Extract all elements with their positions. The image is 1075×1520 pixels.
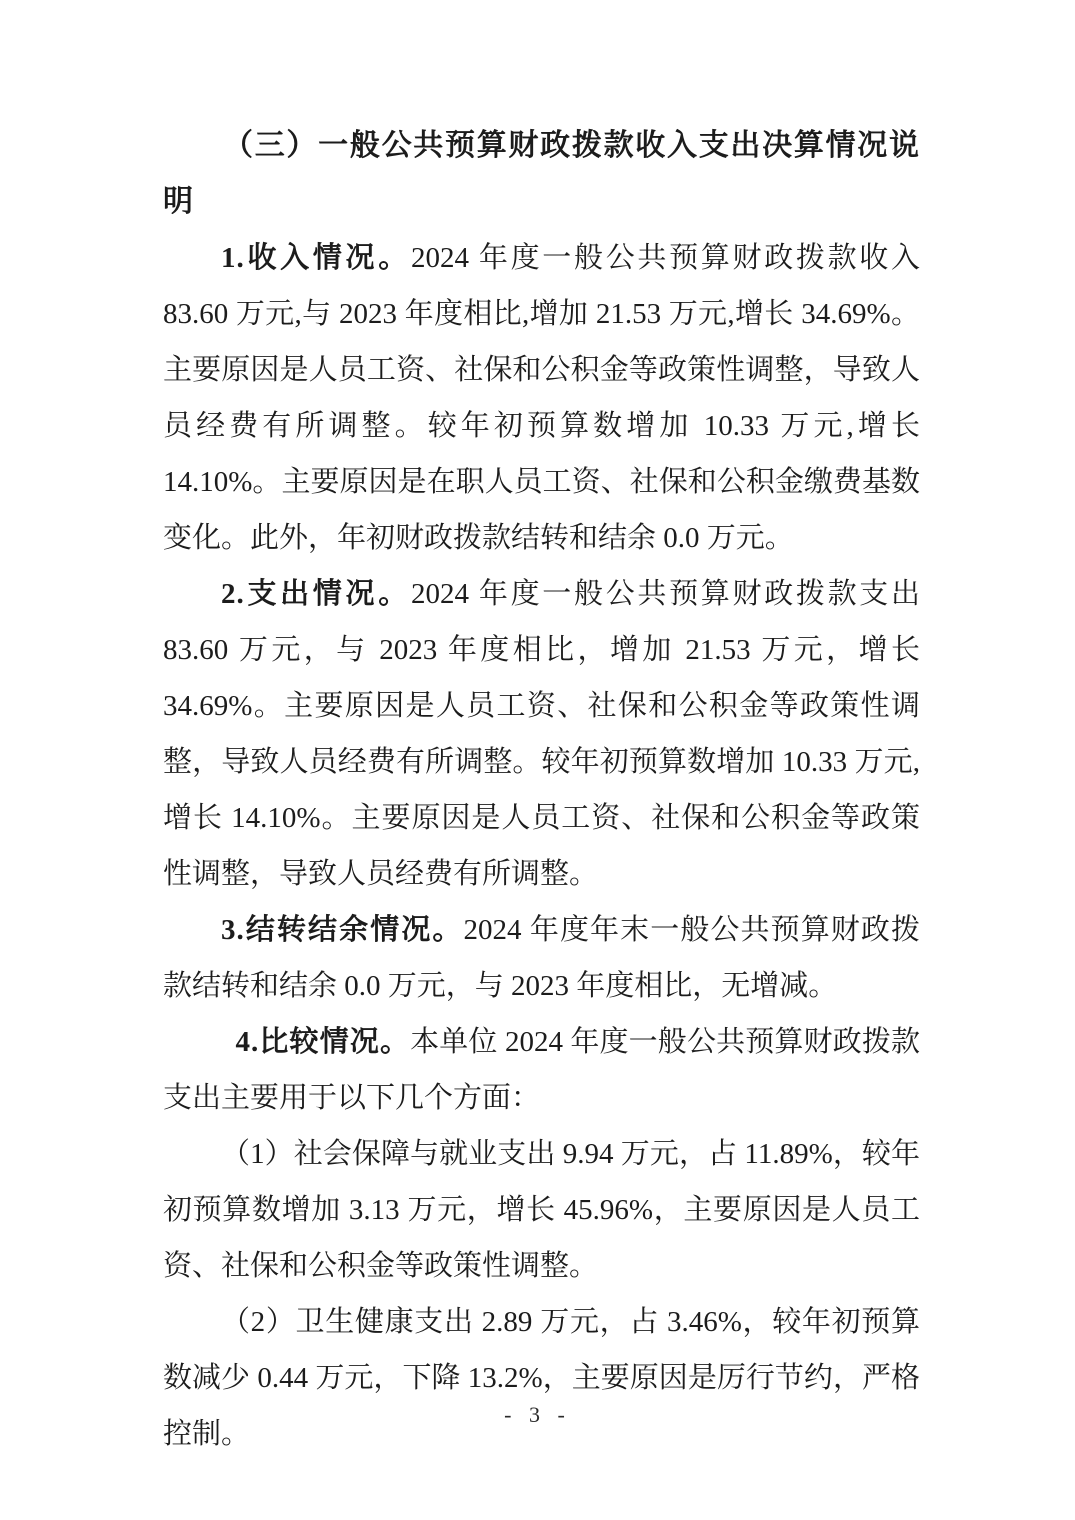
document-body [163,118,920,1462]
paragraph-text: 2024 年度年末一般公共预算财政拨款结转和结余 0.0 万元，与 2023 年度相比，无增减。 [163,914,920,1002]
paragraph-item-1 [163,1126,920,1294]
page-number: - 3 - [504,1402,571,1427]
paragraph-text: （2）卫生健康支出 2.89 万元，占 3.46%，较年初预算数减少 0.44 万元，下降 13.2%，主要原因是厉行节约，严格控制。 [163,1306,920,1450]
paragraph-lead: 4.比较情况。 [235,1026,411,1058]
paragraph-carryover [163,902,920,1014]
paragraph-lead: 2.支出情况。 [221,578,411,610]
paragraph-comparison [163,1014,920,1126]
paragraph-lead: 1.收入情况。 [221,242,411,274]
paragraph-income [163,230,920,566]
paragraph-text: 2024 年度一般公共预算财政拨款支出 83.60 万元，与 2023 年度相比，增加 21.53 万元，增长 34.69%。主要原因是人员工资、社保和公积金等政策性调整，导致人员经费有所调整。较年初预算数增加 10.33 万元,增长 14.10%。主要原因是人员工资、社保和公积金等政策性调整，导致人员经费有所调整。 [163,578,920,890]
paragraph-lead: 3.结转结余情况。 [221,914,464,946]
paragraph-item-2 [163,1294,920,1462]
paragraph-expenditure [163,566,920,902]
paragraph-text: （1）社会保障与就业支出 9.94 万元，占 11.89%，较年初预算数增加 3.13 万元，增长 45.96%，主要原因是人员工资、社保和公积金等政策性调整。 [163,1138,920,1282]
paragraph-text: 本单位 2024 年度一般公共预算财政拨款支出主要用于以下几个方面： [163,1026,920,1114]
section-heading: （三）一般公共预算财政拨款收入支出决算情况说明 [163,129,920,218]
paragraph-text: 2024 年度一般公共预算财政拨款收入 83.60 万元,与 2023 年度相比,增加 21.53 万元,增长 34.69%。主要原因是人员工资、社保和公积金等政策性调整，导致人员经费有所调整。较年初预算数增加 10.33 万元,增长 14.10%。主要原因是在职人员工资、社保和公积金缴费基数变化。此外，年初财政拨款结转和结余 0.0 万元。 [163,242,920,554]
